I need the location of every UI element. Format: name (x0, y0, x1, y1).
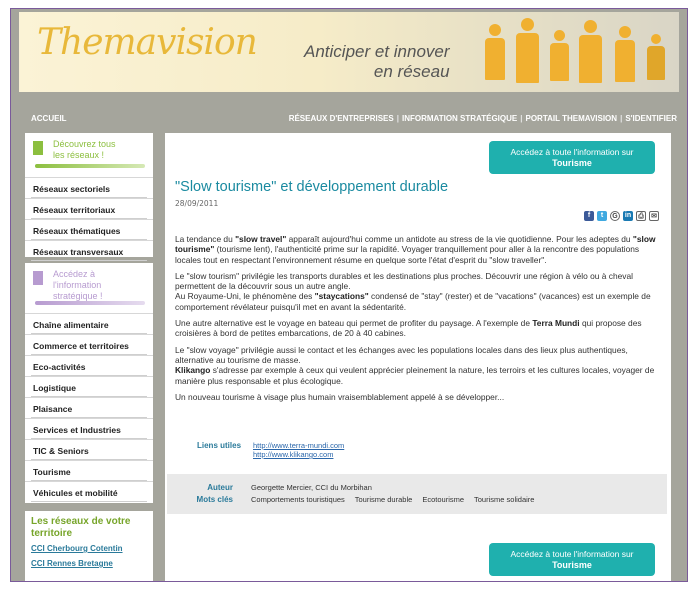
article-title: "Slow tourisme" et développement durable (175, 179, 449, 195)
sidebar-item-sectoriels[interactable]: Réseaux sectoriels (25, 177, 153, 198)
keywords-label: Mots clés (196, 495, 233, 504)
sidebar-info-box (25, 263, 153, 503)
useful-links-label: Liens utiles (197, 441, 242, 450)
share-bar (584, 211, 659, 221)
page-frame (10, 8, 688, 582)
link-klikango[interactable]: http://www.klikango.com (253, 450, 334, 459)
keyword-tag[interactable]: Ecotourisme (422, 495, 465, 504)
nav-link-information[interactable]: INFORMATION STRATÉGIQUE (401, 114, 518, 123)
nav-link-reseaux[interactable]: RÉSEAUX D'ENTREPRISES (288, 114, 394, 123)
info-title-line-2: l'information (53, 280, 102, 290)
slogan-line-2: en réseau (373, 62, 450, 81)
useful-links-list (253, 441, 344, 459)
nav-link-identifier[interactable]: S'IDENTIFIER (625, 114, 677, 123)
sidebar-item-transversaux[interactable]: Réseaux transversaux (25, 240, 153, 261)
keyword-tag[interactable]: Comportements touristiques (251, 495, 345, 504)
info-title-line-3: stratégique ! (53, 291, 103, 301)
article-paragraph-5: Un nouveau tourisme à visage plus humain vraisemblablement appelé à se développer... (175, 391, 505, 402)
sidebar-networks-box (25, 133, 153, 257)
sidebar-item-vehicules[interactable]: Véhicules et mobilité (25, 481, 153, 502)
networks-title-line-1: Découvrez tous (53, 139, 116, 149)
article-meta (167, 474, 667, 514)
slogan-line-1: Anticiper et innover (304, 42, 450, 61)
sidebar-item-tic[interactable]: TIC & Seniors (25, 439, 153, 460)
nav-links: RÉSEAUX D'ENTREPRISES | INFORMATION STRATÉGIQUE | PORTAIL THEMAVISION | S'IDENTIFIER (288, 114, 677, 123)
author-label: Auteur (207, 483, 233, 492)
mail-icon[interactable]: ✉ (649, 211, 659, 221)
networks-title-line-2: les réseaux ! (53, 150, 105, 160)
article-paragraph-1: La tendance du "slow travel" apparaît aujourd'hui comme un antidote au stress de la vie quotidienne. Pour les adeptes du "slow tourisme" (tourisme lent), l'authenticité prime sur la rapidité. Voyager tranquillement pour aller à la rencontre des populations locales tout en respectant l'environnement résume en quelque sorte l'état d'esprit du "slow traveller". (175, 234, 656, 265)
purple-swoosh (35, 301, 145, 305)
sidebar-territory-box (25, 511, 153, 582)
sidebar-item-plaisance[interactable]: Plaisance (25, 397, 153, 418)
article-date: 28/09/2011 (175, 199, 219, 208)
purple-square-icon (33, 271, 43, 285)
info-title-line-1: Accédez à (53, 269, 96, 279)
sidebar-info-header (25, 263, 153, 313)
main-nav (19, 112, 679, 126)
site-banner (19, 12, 679, 92)
sidebar-networks-header (25, 133, 153, 177)
cta-bottom-line-1: Accédez à toute l'information sur (510, 549, 634, 559)
link-terra-mundi[interactable]: http://www.terra-mundi.com (253, 441, 345, 450)
keywords-list (251, 495, 542, 504)
sidebar-item-chaine[interactable]: Chaîne alimentaire (25, 313, 153, 334)
green-square-icon (33, 141, 43, 155)
article-paragraph-4: Le "slow voyage" privilégie aussi le contact et les échanges avec les populations locales dans des lieux plus authentiques, alternative au tourisme de masse. Klikango s'adresse par exemple à ceux qui veulent apprécier pleinement la nature, les terroirs et les cultures locales, voyager de manière plus responsable et plus écologique. (175, 344, 655, 386)
facebook-icon[interactable]: f (584, 211, 594, 221)
territory-link-rennes[interactable]: CCI Rennes Bretagne (31, 559, 113, 568)
author-value: Georgette Mercier, CCI du Morbihan (251, 483, 372, 492)
sidebar-item-territoriaux[interactable]: Réseaux territoriaux (25, 198, 153, 219)
sidebar-item-thematiques[interactable]: Réseaux thématiques (25, 219, 153, 240)
territory-link-cherbourg[interactable]: CCI Cherbourg Cotentin (31, 544, 123, 553)
keyword-tag[interactable]: Tourisme durable (354, 495, 413, 504)
nav-home[interactable]: ACCUEIL (31, 114, 67, 123)
site-logo[interactable]: Themavision (37, 22, 257, 63)
twitter-icon[interactable]: t (597, 211, 607, 221)
site-slogan (304, 42, 450, 82)
article-paragraph-3: Une autre alternative est le voyage en bateau qui permet de profiter du paysage. A l'exemple de Terra Mundi qui propose des croisières à bord de petites embarcations, de 20 à 40 cabines. (175, 318, 642, 339)
territory-title: Les réseaux de votre territoire (31, 516, 131, 539)
sidebar-item-tourisme[interactable]: Tourisme (25, 460, 153, 481)
sidebar-item-logistique[interactable]: Logistique (25, 376, 153, 397)
cta-tourisme-top[interactable] (489, 141, 655, 174)
sidebar-item-commerce[interactable]: Commerce et territoires (25, 334, 153, 355)
cta-tourisme-bottom[interactable] (489, 543, 655, 576)
sidebar-item-services[interactable]: Services et Industries (25, 418, 153, 439)
article-paragraph-2: Le "slow tourism" privilégie les transports durables et les destinations plus proches. Découvrir une région à vélo ou à cheval permettent de la découvrir sous un autre angle. Au Royaume-Uni, le phénomène des "staycations" condensé de "stay" (rester) et de "vacations" (vacances) est un exemple de comportement révélateur puisqu'il met en avant la sédentarité. (175, 270, 651, 312)
sidebar-item-eco[interactable]: Eco-activités (25, 355, 153, 376)
article-body (175, 234, 667, 408)
google-icon[interactable]: G (610, 211, 620, 221)
cta-top-line-1: Accédez à toute l'information sur (510, 147, 634, 157)
green-swoosh (35, 164, 145, 168)
cta-bottom-line-2: Tourisme (552, 560, 592, 570)
nav-link-portail[interactable]: PORTAIL THEMAVISION (525, 114, 618, 123)
article-panel (165, 133, 671, 581)
print-icon[interactable]: ⎙ (636, 211, 646, 221)
cta-top-line-2: Tourisme (552, 158, 592, 168)
linkedin-icon[interactable]: in (624, 212, 632, 219)
keyword-tag[interactable]: Tourisme solidaire (474, 495, 535, 504)
